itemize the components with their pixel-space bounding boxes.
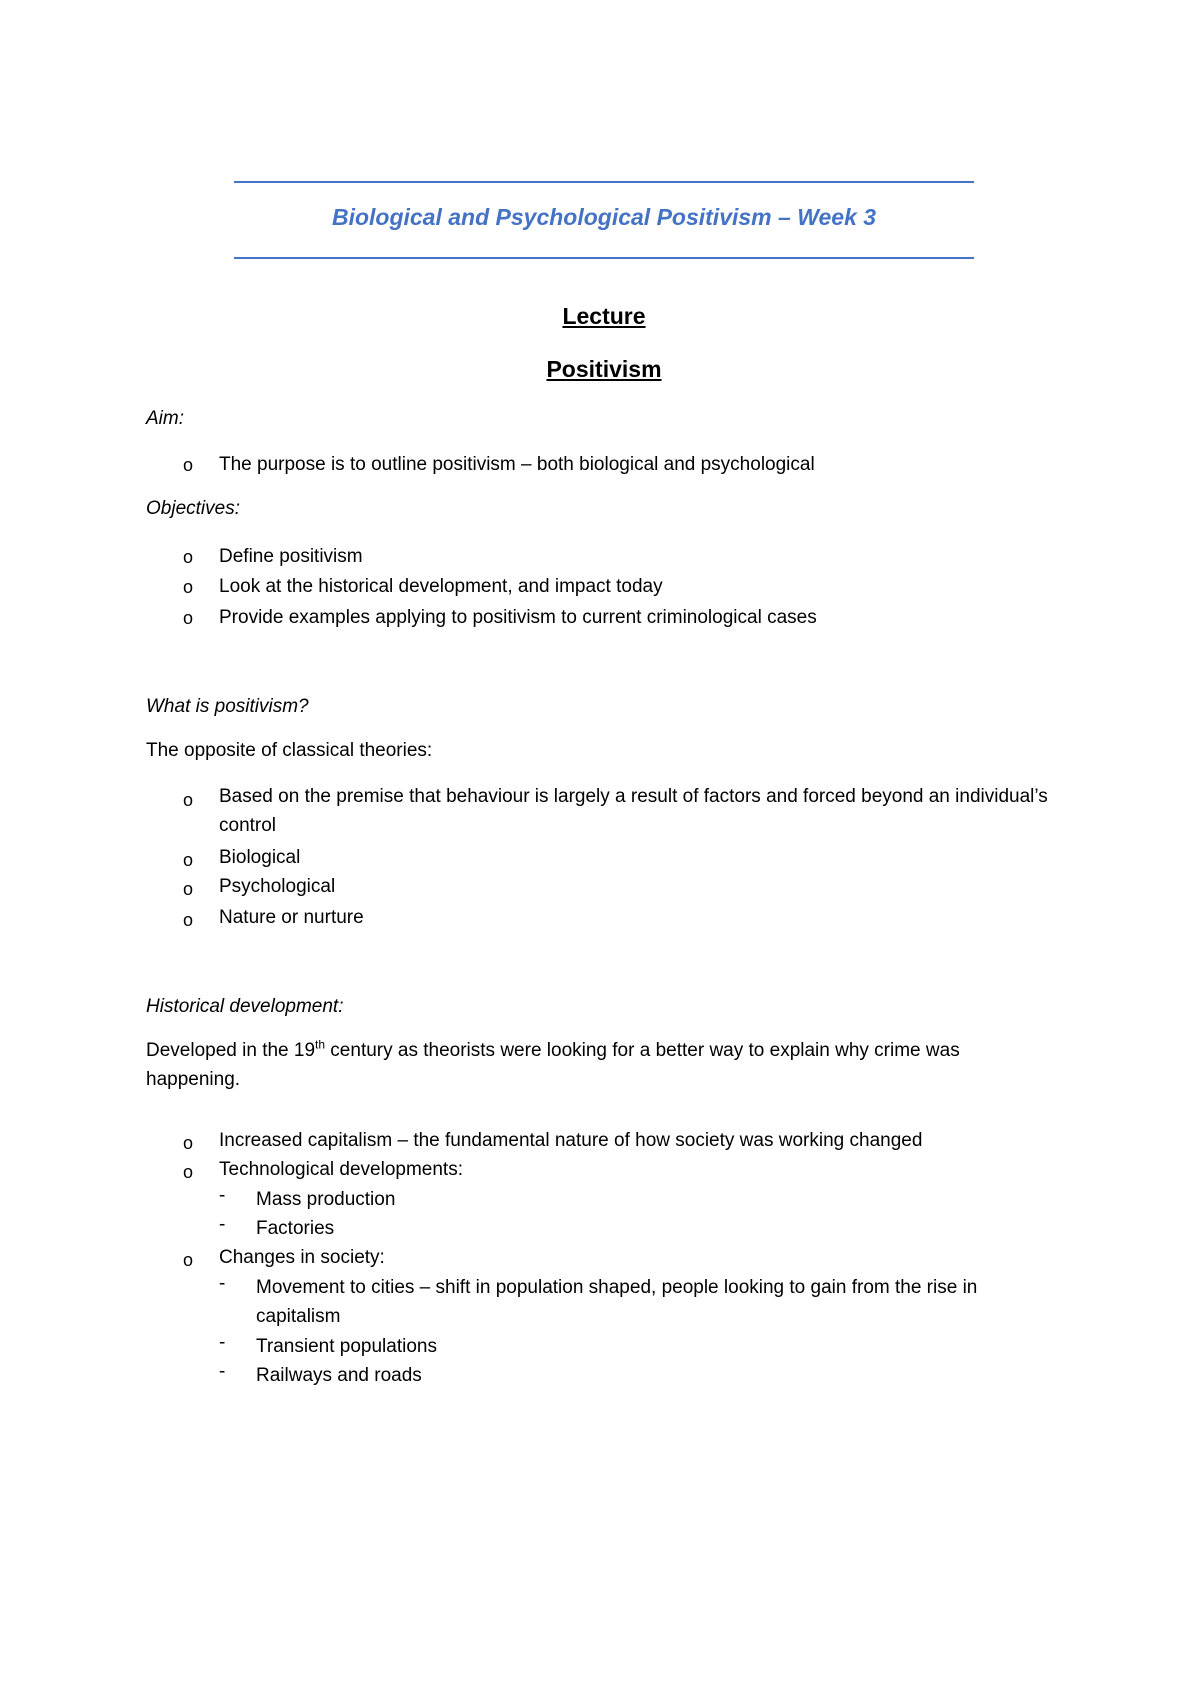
- bullet-marker: o: [183, 790, 194, 810]
- bullet-marker: o: [183, 850, 194, 870]
- objective-item: Provide examples applying to positivism to current criminological cases: [219, 607, 817, 628]
- bullet-marker: o: [183, 910, 194, 930]
- what-is-item: Psychological: [219, 876, 336, 897]
- bullet-marker: o: [183, 547, 194, 567]
- what-is-intro: The opposite of classical theories:: [146, 740, 433, 761]
- title-bottom-rule: [234, 257, 974, 259]
- title-top-rule: [234, 181, 974, 183]
- historical-intro: Developed in the 19th century as theorists were looking for a better way to explain why crime was happening.: [146, 1037, 960, 1090]
- dash-marker: -: [219, 1185, 226, 1206]
- what-is-item: Based on the premise that behaviour is largely a result of factors and forced beyond an individual’s control: [219, 786, 1048, 836]
- bullet-marker: o: [183, 455, 194, 475]
- historical-item: Increased capitalism – the fundamental nature of how society was working changed: [219, 1130, 923, 1151]
- bullet-marker: o: [183, 608, 194, 628]
- dash-marker: -: [219, 1273, 226, 1294]
- heading-positivism: Positivism: [546, 356, 662, 382]
- historical-subitem: Factories: [256, 1218, 335, 1239]
- bullet-marker: o: [183, 577, 194, 597]
- bullet-marker: o: [183, 1162, 194, 1182]
- what-is-item: Biological: [219, 847, 301, 868]
- aim-label: Aim:: [146, 408, 184, 429]
- objective-item: Look at the historical development, and impact today: [219, 576, 663, 597]
- document-title: Biological and Psychological Positivism – Week 3: [331, 204, 877, 230]
- heading-lecture: Lecture: [562, 303, 646, 329]
- objectives-label: Objectives:: [146, 498, 240, 519]
- bullet-marker: o: [183, 879, 194, 899]
- historical-subitem: Movement to cities – shift in population shaped, people looking to gain from the rise in capitalism: [256, 1277, 978, 1327]
- historical-label: Historical development:: [146, 996, 344, 1017]
- what-is-label: What is positivism?: [146, 696, 309, 717]
- bullet-marker: o: [183, 1250, 194, 1270]
- historical-item: Technological developments:: [219, 1159, 463, 1180]
- aim-item: The purpose is to outline positivism – both biological and psychological: [219, 454, 815, 475]
- what-is-item: Nature or nurture: [219, 907, 364, 928]
- dash-marker: -: [219, 1361, 226, 1382]
- dash-marker: -: [219, 1332, 226, 1353]
- historical-subitem: Mass production: [256, 1189, 396, 1210]
- dash-marker: -: [219, 1214, 226, 1235]
- objective-item: Define positivism: [219, 546, 363, 567]
- ordinal-suffix: th: [315, 1037, 326, 1052]
- historical-item: Changes in society:: [219, 1247, 385, 1268]
- bullet-marker: o: [183, 1133, 194, 1153]
- historical-subitem: Railways and roads: [256, 1365, 422, 1386]
- historical-subitem: Transient populations: [256, 1336, 437, 1357]
